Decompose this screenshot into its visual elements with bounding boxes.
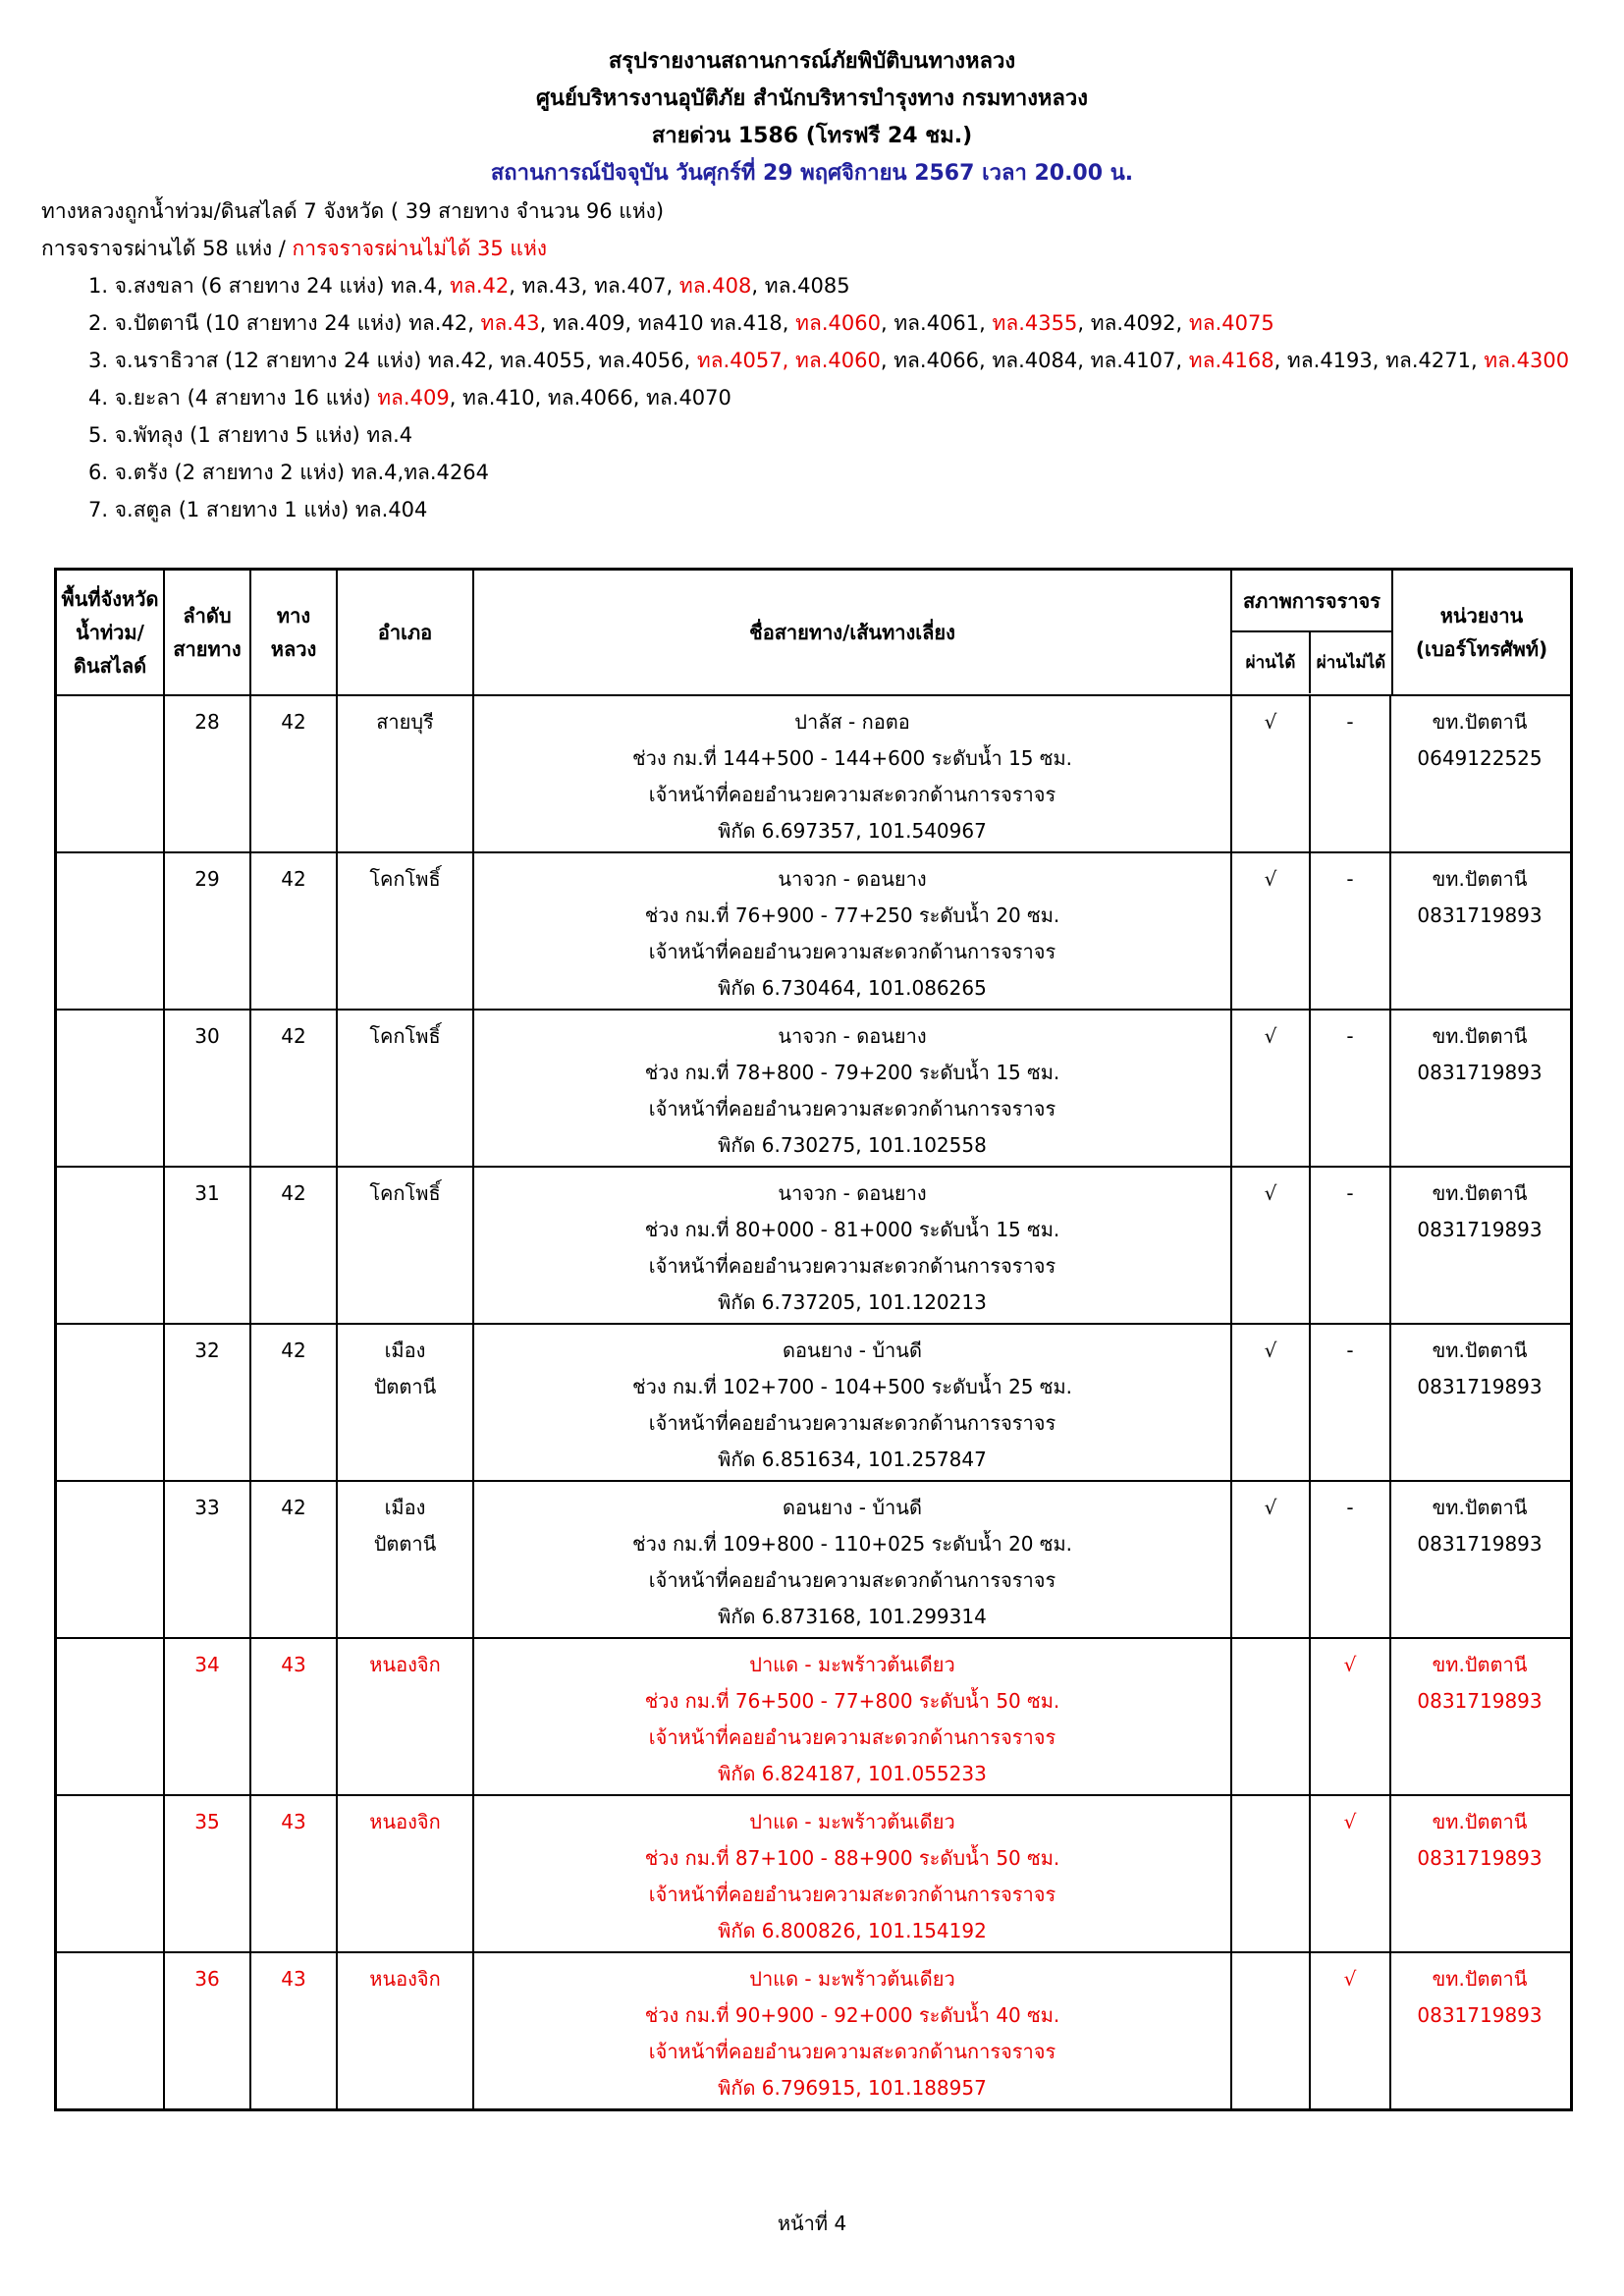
- agency-phone: 0649122525: [1417, 746, 1543, 770]
- route-name-line: ดอนยาง - บ้านดี: [783, 1496, 922, 1519]
- cell-route-seq: 30: [165, 1011, 251, 1166]
- cell-district: [338, 1639, 474, 1794]
- agency-name: ขท.ปัตตานี: [1432, 867, 1528, 891]
- coordinates-line: พิกัด 6.851634, 101.257847: [718, 1448, 987, 1471]
- table-row: [57, 1323, 1570, 1480]
- cell-agency: [1391, 1639, 1568, 1794]
- cell-route-detail: [474, 1796, 1232, 1951]
- header-passable: ผ่านได้: [1232, 632, 1311, 693]
- district-line1: หนองจิก: [369, 1653, 441, 1676]
- highway-ref: 4. จ.ยะลา (4 สายทาง 16 แห่ง): [88, 386, 378, 410]
- header-highway-line1: ทาง: [276, 604, 311, 628]
- header-flood-area: [57, 571, 165, 694]
- agency-phone: 0831719893: [1417, 2003, 1543, 2027]
- cell-district: [338, 1011, 474, 1166]
- highway-ref: ทล.4057, ทล.4060: [696, 349, 881, 372]
- table-row: [57, 1794, 1570, 1951]
- cell-route-detail: [474, 1011, 1232, 1166]
- cell-passable-mark: √: [1232, 1011, 1311, 1166]
- staff-note-line: เจ้าหน้าที่คอยอำนวยความสะดวกด้านการจราจร: [648, 2040, 1056, 2063]
- cell-flood-area: [57, 1325, 165, 1480]
- cell-impassable-mark: -: [1311, 1325, 1391, 1480]
- km-range-line: ช่วง กม.ที่ 78+800 - 79+200 ระดับน้ำ 15 ซม.: [644, 1061, 1060, 1084]
- header-traffic-subrow: [1232, 632, 1391, 693]
- km-range-line: ช่วง กม.ที่ 76+500 - 77+800 ระดับน้ำ 50 ซม.: [644, 1689, 1060, 1713]
- header-district: [338, 571, 474, 694]
- coordinates-line: พิกัด 6.730275, 101.102558: [718, 1133, 987, 1157]
- cell-highway-number: 43: [251, 1796, 338, 1951]
- cell-agency: [1391, 1953, 1568, 2108]
- report-title-block: [0, 43, 1624, 192]
- cell-highway-number: 42: [251, 696, 338, 851]
- province-item-pattani: [88, 304, 1583, 342]
- agency-phone: 0831719893: [1417, 1846, 1543, 1870]
- header-route-seq-line1: ลำดับ: [183, 604, 232, 628]
- route-name-line: ปาลัส - กอตอ: [794, 710, 910, 734]
- km-range-line: ช่วง กม.ที่ 80+000 - 81+000 ระดับน้ำ 15 ซม.: [644, 1218, 1060, 1241]
- table-row: [57, 1637, 1570, 1794]
- province-item-yala: [88, 379, 1583, 416]
- cell-impassable-mark: -: [1311, 696, 1391, 851]
- cell-passable-mark: [1232, 1639, 1311, 1794]
- cell-district: [338, 853, 474, 1009]
- coordinates-line: พิกัด 6.873168, 101.299314: [718, 1605, 987, 1628]
- cell-impassable-mark: -: [1311, 1011, 1391, 1166]
- km-range-line: ช่วง กม.ที่ 109+800 - 110+025 ระดับน้ำ 20 ซม.: [632, 1532, 1072, 1556]
- coordinates-line: พิกัด 6.697357, 101.540967: [718, 819, 987, 843]
- table-row: [57, 1951, 1570, 2108]
- report-subtitle-agency: ศูนย์บริหารงานอุบัติภัย สำนักบริหารบำรุงทาง กรมทางหลวง: [535, 86, 1089, 111]
- cell-impassable-mark: -: [1311, 1168, 1391, 1323]
- district-line1: เมือง: [384, 1496, 426, 1519]
- cell-flood-area: [57, 1168, 165, 1323]
- agency-name: ขท.ปัตตานี: [1432, 1181, 1528, 1205]
- highway-ref: ทล.4168: [1188, 349, 1274, 372]
- district-line1: โคกโพธิ์: [369, 1024, 441, 1048]
- highway-ref: ทล.4300: [1484, 349, 1570, 372]
- staff-note-line: เจ้าหน้าที่คอยอำนวยความสะดวกด้านการจราจร: [648, 783, 1056, 806]
- header-highway-line2: หลวง: [270, 637, 317, 661]
- cell-route-seq: 33: [165, 1482, 251, 1637]
- cell-route-seq: 36: [165, 1953, 251, 2108]
- coordinates-line: พิกัด 6.824187, 101.055233: [718, 1762, 987, 1785]
- agency-name: ขท.ปัตตานี: [1432, 710, 1528, 734]
- cell-flood-area: [57, 853, 165, 1009]
- traffic-passable-text: การจราจรผ่านได้ 58 แห่ง /: [41, 237, 293, 260]
- province-item-narathiwat: [88, 342, 1583, 379]
- highway-ref: ทล.409: [377, 386, 450, 410]
- cell-highway-number: 42: [251, 853, 338, 1009]
- header-impassable: ผ่านไม่ได้: [1316, 653, 1386, 673]
- cell-passable-mark: √: [1232, 1325, 1311, 1480]
- route-name-line: นาจวก - ดอนยาง: [778, 867, 927, 891]
- agency-name: ขท.ปัตตานี: [1432, 1967, 1528, 1991]
- cell-route-detail: [474, 1953, 1232, 2108]
- cell-impassable-mark: √: [1311, 1953, 1391, 2108]
- highway-ref: ทล.43: [480, 311, 540, 335]
- cell-passable-mark: √: [1232, 853, 1311, 1009]
- agency-phone: 0831719893: [1417, 1689, 1543, 1713]
- highway-ref: , ทล.410, ทล.4066, ทล.4070: [449, 386, 731, 410]
- cell-route-seq: 28: [165, 696, 251, 851]
- district-line1: โคกโพธิ์: [369, 867, 441, 891]
- highway-status-table: [54, 568, 1573, 2111]
- coordinates-line: พิกัด 6.730464, 101.086265: [718, 976, 987, 1000]
- header-agency: [1393, 571, 1570, 694]
- page-number: หน้าที่ 4: [777, 2212, 847, 2235]
- staff-note-line: เจ้าหน้าที่คอยอำนวยความสะดวกด้านการจราจร: [648, 1883, 1056, 1906]
- cell-passable-mark: √: [1232, 1168, 1311, 1323]
- highway-ref: ทล.42: [450, 274, 510, 298]
- header-flood-area-line1: พื้นที่จังหวัด: [61, 587, 159, 611]
- staff-note-line: เจ้าหน้าที่คอยอำนวยความสะดวกด้านการจราจร: [648, 1725, 1056, 1749]
- summary-total-line: ทางหลวงถูกน้ำท่วม/ดินสไลด์ 7 จังหวัด ( 39 สายทาง จำนวน 96 แห่ง): [41, 199, 665, 223]
- staff-note-line: เจ้าหน้าที่คอยอำนวยความสะดวกด้านการจราจร: [648, 1411, 1056, 1435]
- coordinates-line: พิกัด 6.800826, 101.154192: [718, 1919, 987, 1942]
- table-row: [57, 1166, 1570, 1323]
- table-row: [57, 1009, 1570, 1166]
- km-range-line: ช่วง กม.ที่ 90+900 - 92+000 ระดับน้ำ 40 ซม.: [644, 2003, 1060, 2027]
- table-header-row: [57, 571, 1570, 694]
- highway-ref: 2. จ.ปัตตานี (10 สายทาง 24 แห่ง) ทล.42,: [88, 311, 481, 335]
- cell-route-detail: [474, 1482, 1232, 1637]
- cell-highway-number: 42: [251, 1482, 338, 1637]
- header-traffic-condition: สภาพการจราจร: [1232, 572, 1391, 632]
- cell-district: [338, 696, 474, 851]
- header-route-name-label: ชื่อสายทาง/เส้นทางเลี่ยง: [749, 621, 955, 644]
- traffic-impassable-text: การจราจรผ่านไม่ได้ 35 แห่ง: [292, 237, 548, 260]
- cell-passable-mark: √: [1232, 696, 1311, 851]
- agency-phone: 0831719893: [1417, 1375, 1543, 1398]
- coordinates-line: พิกัด 6.737205, 101.120213: [718, 1290, 987, 1314]
- table-row: [57, 1480, 1570, 1637]
- highway-ref: ทล.4060: [795, 311, 881, 335]
- highway-ref: ทล.4355: [992, 311, 1078, 335]
- cell-route-detail: [474, 1168, 1232, 1323]
- cell-district: [338, 1953, 474, 2108]
- province-item-trang: [88, 454, 1583, 491]
- highway-ref: 6. จ.ตรัง (2 สายทาง 2 แห่ง) ทล.4,ทล.4264: [88, 461, 490, 484]
- header-traffic-group: [1232, 571, 1393, 694]
- agency-name: ขท.ปัตตานี: [1432, 1024, 1528, 1048]
- district-line1: เมือง: [384, 1339, 426, 1362]
- highway-ref: , ทล.4092,: [1077, 311, 1189, 335]
- cell-district: [338, 1325, 474, 1480]
- table-row: [57, 694, 1570, 851]
- cell-route-seq: 35: [165, 1796, 251, 1951]
- cell-route-detail: [474, 1325, 1232, 1480]
- cell-flood-area: [57, 1796, 165, 1951]
- cell-route-detail: [474, 853, 1232, 1009]
- cell-impassable-mark: -: [1311, 853, 1391, 1009]
- staff-note-line: เจ้าหน้าที่คอยอำนวยความสะดวกด้านการจราจร: [648, 1254, 1056, 1278]
- province-item-phatthalung: [88, 416, 1583, 454]
- route-name-line: ปาแด - มะพร้าวต้นเดียว: [749, 1810, 955, 1833]
- province-item-satun: [88, 491, 1583, 528]
- district-line1: โคกโพธิ์: [369, 1181, 441, 1205]
- highway-ref: 7. จ.สตูล (1 สายทาง 1 แห่ง) ทล.404: [88, 498, 428, 521]
- cell-flood-area: [57, 1011, 165, 1166]
- route-name-line: ปาแด - มะพร้าวต้นเดียว: [749, 1653, 955, 1676]
- agency-name: ขท.ปัตตานี: [1432, 1496, 1528, 1519]
- cell-highway-number: 43: [251, 1953, 338, 2108]
- cell-flood-area: [57, 1953, 165, 2108]
- district-line1: หนองจิก: [369, 1967, 441, 1991]
- staff-note-line: เจ้าหน้าที่คอยอำนวยความสะดวกด้านการจราจร: [648, 1568, 1056, 1592]
- highway-ref: , ทล.4066, ทล.4084, ทล.4107,: [880, 349, 1189, 372]
- table-row: [57, 851, 1570, 1009]
- district-line2: ปัตตานี: [373, 1532, 437, 1556]
- cell-impassable-mark: √: [1311, 1639, 1391, 1794]
- header-flood-area-line3: ดินสไลด์: [73, 654, 147, 678]
- cell-agency: [1391, 1168, 1568, 1323]
- cell-agency: [1391, 1011, 1568, 1166]
- province-list: [41, 267, 1583, 528]
- header-route-seq: [165, 571, 251, 694]
- cell-passable-mark: [1232, 1953, 1311, 2108]
- cell-district: [338, 1482, 474, 1637]
- cell-agency: [1391, 1482, 1568, 1637]
- cell-route-seq: 32: [165, 1325, 251, 1480]
- header-agency-line1: หน่วยงาน: [1439, 604, 1524, 628]
- km-range-line: ช่วง กม.ที่ 87+100 - 88+900 ระดับน้ำ 50 ซม.: [644, 1846, 1060, 1870]
- highway-ref: , ทล.4193, ทล.4271,: [1273, 349, 1485, 372]
- header-route-seq-line2: สายทาง: [173, 637, 242, 661]
- cell-agency: [1391, 853, 1568, 1009]
- header-route-name: [474, 571, 1232, 694]
- highway-ref: ทล.4075: [1188, 311, 1274, 335]
- cell-highway-number: 42: [251, 1168, 338, 1323]
- cell-route-detail: [474, 1639, 1232, 1794]
- cell-passable-mark: [1232, 1796, 1311, 1951]
- cell-district: [338, 1796, 474, 1951]
- agency-name: ขท.ปัตตานี: [1432, 1653, 1528, 1676]
- cell-agency: [1391, 1796, 1568, 1951]
- agency-name: ขท.ปัตตานี: [1432, 1339, 1528, 1362]
- table-body: [57, 694, 1570, 2108]
- cell-flood-area: [57, 696, 165, 851]
- staff-note-line: เจ้าหน้าที่คอยอำนวยความสะดวกด้านการจราจร: [648, 1097, 1056, 1121]
- cell-agency: [1391, 696, 1568, 851]
- staff-note-line: เจ้าหน้าที่คอยอำนวยความสะดวกด้านการจราจร: [648, 940, 1056, 963]
- header-district-label: อำเภอ: [377, 621, 433, 644]
- route-name-line: นาจวก - ดอนยาง: [778, 1024, 927, 1048]
- highway-ref: 1. จ.สงขลา (6 สายทาง 24 แห่ง) ทล.4,: [88, 274, 451, 298]
- agency-phone: 0831719893: [1417, 1061, 1543, 1084]
- route-name-line: นาจวก - ดอนยาง: [778, 1181, 927, 1205]
- report-datetime-line: สถานการณ์ปัจจุบัน วันศุกร์ที่ 29 พฤศจิกายน 2567 เวลา 20.00 น.: [490, 161, 1134, 186]
- summary-traffic-line: [41, 230, 1583, 267]
- agency-phone: 0831719893: [1417, 903, 1543, 927]
- km-range-line: ช่วง กม.ที่ 144+500 - 144+600 ระดับน้ำ 15 ซม.: [632, 746, 1072, 770]
- header-flood-area-line2: น้ำท่วม/: [76, 621, 144, 644]
- district-line1: หนองจิก: [369, 1810, 441, 1833]
- coordinates-line: พิกัด 6.796915, 101.188957: [718, 2076, 987, 2100]
- highway-ref: , ทล.4061,: [880, 311, 993, 335]
- route-name-line: ปาแด - มะพร้าวต้นเดียว: [749, 1967, 955, 1991]
- cell-district: [338, 1168, 474, 1323]
- km-range-line: ช่วง กม.ที่ 76+900 - 77+250 ระดับน้ำ 20 ซม.: [644, 903, 1060, 927]
- agency-phone: 0831719893: [1417, 1218, 1543, 1241]
- highway-ref: , ทล.409, ทล410 ทล.418,: [539, 311, 796, 335]
- province-item-songkhla: [88, 267, 1583, 304]
- hotline-line: สายด่วน 1586 (โทรฟรี 24 ชม.): [651, 124, 973, 148]
- cell-route-seq: 29: [165, 853, 251, 1009]
- cell-highway-number: 43: [251, 1639, 338, 1794]
- cell-impassable-mark: -: [1311, 1482, 1391, 1637]
- km-range-line: ช่วง กม.ที่ 102+700 - 104+500 ระดับน้ำ 25 ซม.: [632, 1375, 1072, 1398]
- highway-ref: 5. จ.พัทลุง (1 สายทาง 5 แห่ง) ทล.4: [88, 423, 413, 447]
- cell-highway-number: 42: [251, 1325, 338, 1480]
- cell-route-seq: 31: [165, 1168, 251, 1323]
- report-title: สรุปรายงานสถานการณ์ภัยพิบัติบนทางหลวง: [608, 49, 1016, 74]
- highway-ref: 3. จ.นราธิวาส (12 สายทาง 24 แห่ง) ทล.42, ทล.4055, ทล.4056,: [88, 349, 697, 372]
- cell-impassable-mark: √: [1311, 1796, 1391, 1951]
- header-highway: [251, 571, 338, 694]
- header-agency-line2: (เบอร์โทรศัพท์): [1415, 637, 1548, 661]
- highway-ref: , ทล.4085: [751, 274, 850, 298]
- district-line2: ปัตตานี: [373, 1375, 437, 1398]
- cell-flood-area: [57, 1482, 165, 1637]
- cell-agency: [1391, 1325, 1568, 1480]
- district-line1: สายบุรี: [376, 710, 434, 734]
- cell-highway-number: 42: [251, 1011, 338, 1166]
- highway-ref: , ทล.43, ทล.407,: [509, 274, 679, 298]
- summary-block: [41, 192, 1583, 528]
- cell-passable-mark: √: [1232, 1482, 1311, 1637]
- cell-route-seq: 34: [165, 1639, 251, 1794]
- route-name-line: ดอนยาง - บ้านดี: [783, 1339, 922, 1362]
- cell-route-detail: [474, 696, 1232, 851]
- agency-name: ขท.ปัตตานี: [1432, 1810, 1528, 1833]
- agency-phone: 0831719893: [1417, 1532, 1543, 1556]
- cell-flood-area: [57, 1639, 165, 1794]
- highway-ref: ทล.408: [678, 274, 752, 298]
